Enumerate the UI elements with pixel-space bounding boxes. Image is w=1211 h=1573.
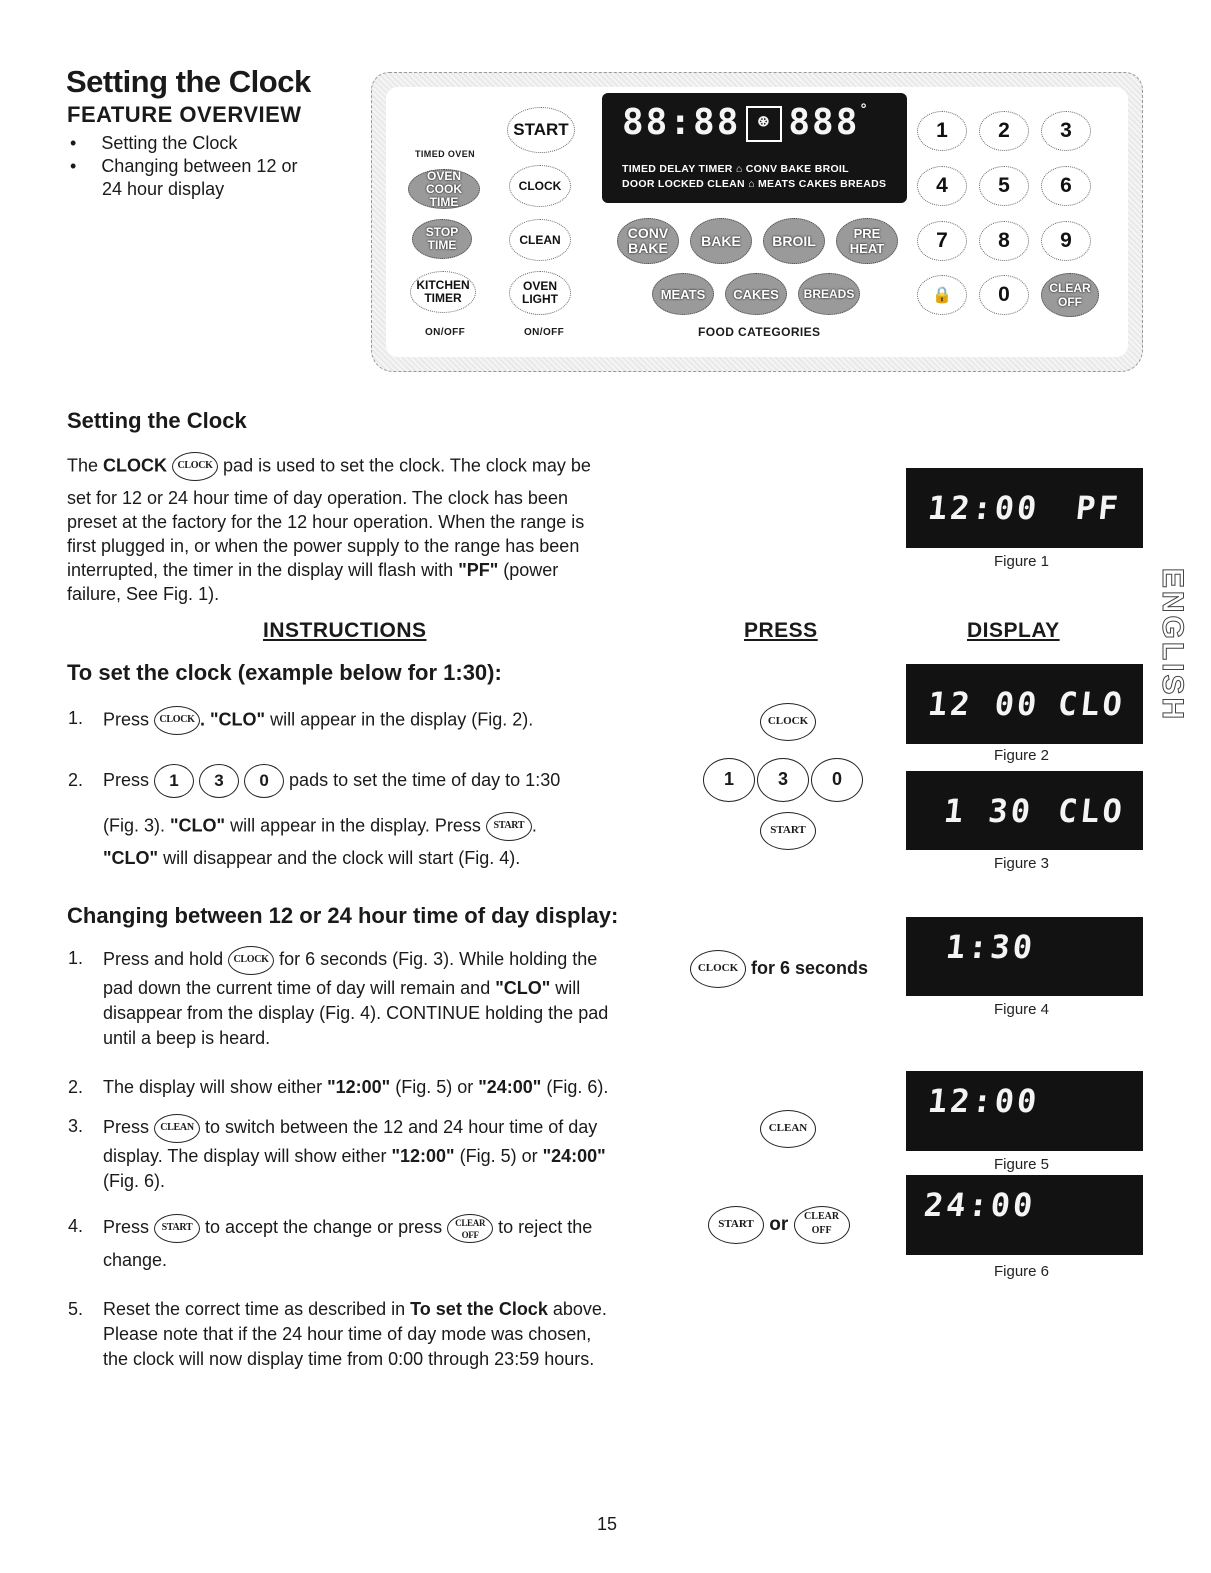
panel-display	[602, 93, 907, 203]
change-step-3: 3. Press CLEAN to switch between the 12 and 24 hour time of day display. The display will show either "12:00" (Fig. 5) or "24:00" (Fig. 6).	[68, 1112, 688, 1194]
intro-paragraph: The CLOCK CLOCK pad is used to set the clock. The clock may be set for 12 or 24 hour time of day operation. The clock has been preset at the factory for the 12 hour operation. When the range is first plugged in, or when the power supply to the range has been interrupted, the timer in the display will flash with "PF" (power failure, See Fig. 1).	[67, 452, 687, 606]
clock-pad-icon: CLOCK	[228, 946, 274, 975]
bullet-item: 24 hour display	[102, 179, 225, 199]
figure-6-display: 24:00	[906, 1175, 1143, 1255]
press-clean	[760, 1110, 816, 1148]
press-start-or-clear: START or CLEAR OFF	[708, 1206, 850, 1244]
lock-key-pad[interactable]: 🔒	[917, 275, 967, 315]
kitchen-timer-pad[interactable]: KITCHEN TIMER	[410, 271, 476, 313]
key-1-pad-icon: 1	[703, 758, 755, 802]
broil-pad[interactable]: BROIL	[763, 218, 825, 264]
clear-off-pad-icon: CLEAR OFF	[794, 1206, 850, 1244]
feature-overview-heading: FEATURE OVERVIEW	[67, 102, 302, 127]
clear-off-pad-icon: CLEAR OFF	[447, 1214, 493, 1243]
start-pad[interactable]: START	[507, 107, 575, 153]
change-step-1: 1. Press and hold CLOCK for 6 seconds (Fig. 3). While holding the pad down the current time of day will remain and "CLO" will disappear from the display (Fig. 4). CONTINUE holding the pad until a beep is heard.	[68, 944, 688, 1051]
convection-fan-icon: ⊛	[746, 106, 782, 142]
setting-clock-heading: Setting the Clock	[67, 408, 247, 433]
display-annunciators-line2: DOOR LOCKED CLEAN ⌂ MEATS CAKES BREADS	[622, 178, 887, 190]
breads-pad[interactable]: BREADS	[798, 273, 860, 315]
start-pad-icon: START	[760, 812, 816, 850]
press-clock-6-seconds: CLOCK for 6 seconds	[690, 950, 868, 988]
clear-off-pad[interactable]: CLEAR OFF	[1041, 273, 1099, 317]
timed-oven-label: TIMED OVEN	[415, 149, 476, 159]
press-clock	[760, 703, 816, 741]
clock-pad-icon: CLOCK	[172, 452, 218, 481]
start-pad-icon: START	[486, 812, 532, 841]
key-7-pad[interactable]: 7	[917, 221, 967, 261]
food-categories-label: FOOD CATEGORIES	[698, 325, 821, 339]
clean-pad-icon: CLEAN	[760, 1110, 816, 1148]
key-4-pad[interactable]: 4	[917, 166, 967, 206]
preheat-pad[interactable]: PRE HEAT	[836, 218, 898, 264]
control-panel-illustration	[371, 72, 1143, 372]
figure-4-caption: Figure 4	[994, 1001, 1050, 1018]
onoff-label: ON/OFF	[524, 327, 565, 338]
figure-3-display: 1 30 CLO	[906, 771, 1143, 850]
figure-3-caption: Figure 3	[994, 855, 1050, 872]
press-column-heading: PRESS	[744, 619, 818, 642]
change-step-2: 2. The display will show either "12:00" (Fig. 5) or "24:00" (Fig. 6).	[68, 1077, 609, 1097]
oven-cook-time-pad[interactable]: OVEN COOK TIME	[408, 169, 480, 209]
set-clock-step-1: 1. Press CLOCK . "CLO" will appear in the display (Fig. 2).	[68, 706, 688, 735]
bake-pad[interactable]: BAKE	[690, 218, 752, 264]
figure-1-display: 12:00 PF	[906, 468, 1143, 548]
conv-bake-pad[interactable]: CONV BAKE	[617, 218, 679, 264]
cakes-pad[interactable]: CAKES	[725, 273, 787, 315]
stop-time-pad[interactable]: STOP TIME	[412, 219, 472, 259]
start-pad-icon: START	[154, 1214, 200, 1243]
key-3-pad-icon: 3	[757, 758, 809, 802]
key-0-pad-icon: 0	[811, 758, 863, 802]
clock-pad[interactable]: CLOCK	[509, 165, 571, 207]
clock-pad-icon: CLOCK	[154, 706, 200, 735]
clean-pad[interactable]: CLEAN	[509, 219, 571, 261]
set-clock-example-heading: To set the clock (example below for 1:30):	[67, 660, 502, 685]
feature-bullets	[70, 132, 297, 201]
key-1-pad[interactable]: 1	[917, 111, 967, 151]
start-pad-icon: START	[708, 1206, 764, 1244]
clock-pad-icon: CLOCK	[690, 950, 746, 988]
key-6-pad[interactable]: 6	[1041, 166, 1091, 206]
panel-display-digits: 88:88 ⊛ 888°	[622, 102, 870, 143]
figure-2-display: 12 00 CLO	[906, 664, 1143, 744]
press-1-3-0	[703, 758, 863, 802]
oven-light-pad[interactable]: OVEN LIGHT	[509, 271, 571, 315]
bullet-item: • Changing between 12 or	[70, 156, 298, 176]
key-1-pad-icon: 1	[154, 764, 194, 798]
bullet-item: • Setting the Clock	[70, 133, 238, 153]
clean-pad-icon: CLEAN	[154, 1114, 200, 1143]
meats-pad[interactable]: MEATS	[652, 273, 714, 315]
language-side-tab: ENGLISH	[1156, 567, 1189, 723]
change-mode-heading: Changing between 12 or 24 hour time of day display:	[67, 903, 619, 928]
key-5-pad[interactable]: 5	[979, 166, 1029, 206]
figure-5-display: 12:00	[906, 1071, 1143, 1151]
key-9-pad[interactable]: 9	[1041, 221, 1091, 261]
instructions-column-heading: INSTRUCTIONS	[263, 619, 427, 642]
key-3-pad-icon: 3	[199, 764, 239, 798]
key-0-pad[interactable]: 0	[979, 275, 1029, 315]
figure-1-caption: Figure 1	[994, 553, 1050, 570]
figure-2-caption: Figure 2	[994, 747, 1050, 764]
key-8-pad[interactable]: 8	[979, 221, 1029, 261]
figure-6-caption: Figure 6	[994, 1263, 1050, 1280]
key-2-pad[interactable]: 2	[979, 111, 1029, 151]
key-0-pad-icon: 0	[244, 764, 284, 798]
figure-4-display: 1:30	[906, 917, 1143, 996]
figure-5-caption: Figure 5	[994, 1156, 1050, 1173]
change-step-4: 4. Press START to accept the change or press CLEAR OFF to reject the change.	[68, 1210, 688, 1273]
onoff-label: ON/OFF	[425, 327, 466, 338]
display-column-heading: DISPLAY	[967, 619, 1060, 642]
page-number: 15	[597, 1514, 618, 1534]
press-start	[760, 812, 816, 850]
set-clock-step-2: 2. Press 1 3 0 pads to set the time of day to 1:30 (Fig. 3). "CLO" will appear in the display. Press START . "CLO" will disappear and the clock will start (Fig. 4).	[68, 762, 688, 871]
clock-pad-icon: CLOCK	[760, 703, 816, 741]
display-annunciators-line1: TIMED DELAY TIMER ⌂ CONV BAKE BROIL	[622, 163, 849, 175]
page-title: Setting the Clock	[66, 64, 311, 99]
key-3-pad[interactable]: 3	[1041, 111, 1091, 151]
change-step-5: 5. Reset the correct time as described in To set the Clock above. Please note that if the 24 hour time of day mode was chosen, the clock will now display time from 0:00 through 23:59 hours.	[68, 1299, 607, 1369]
